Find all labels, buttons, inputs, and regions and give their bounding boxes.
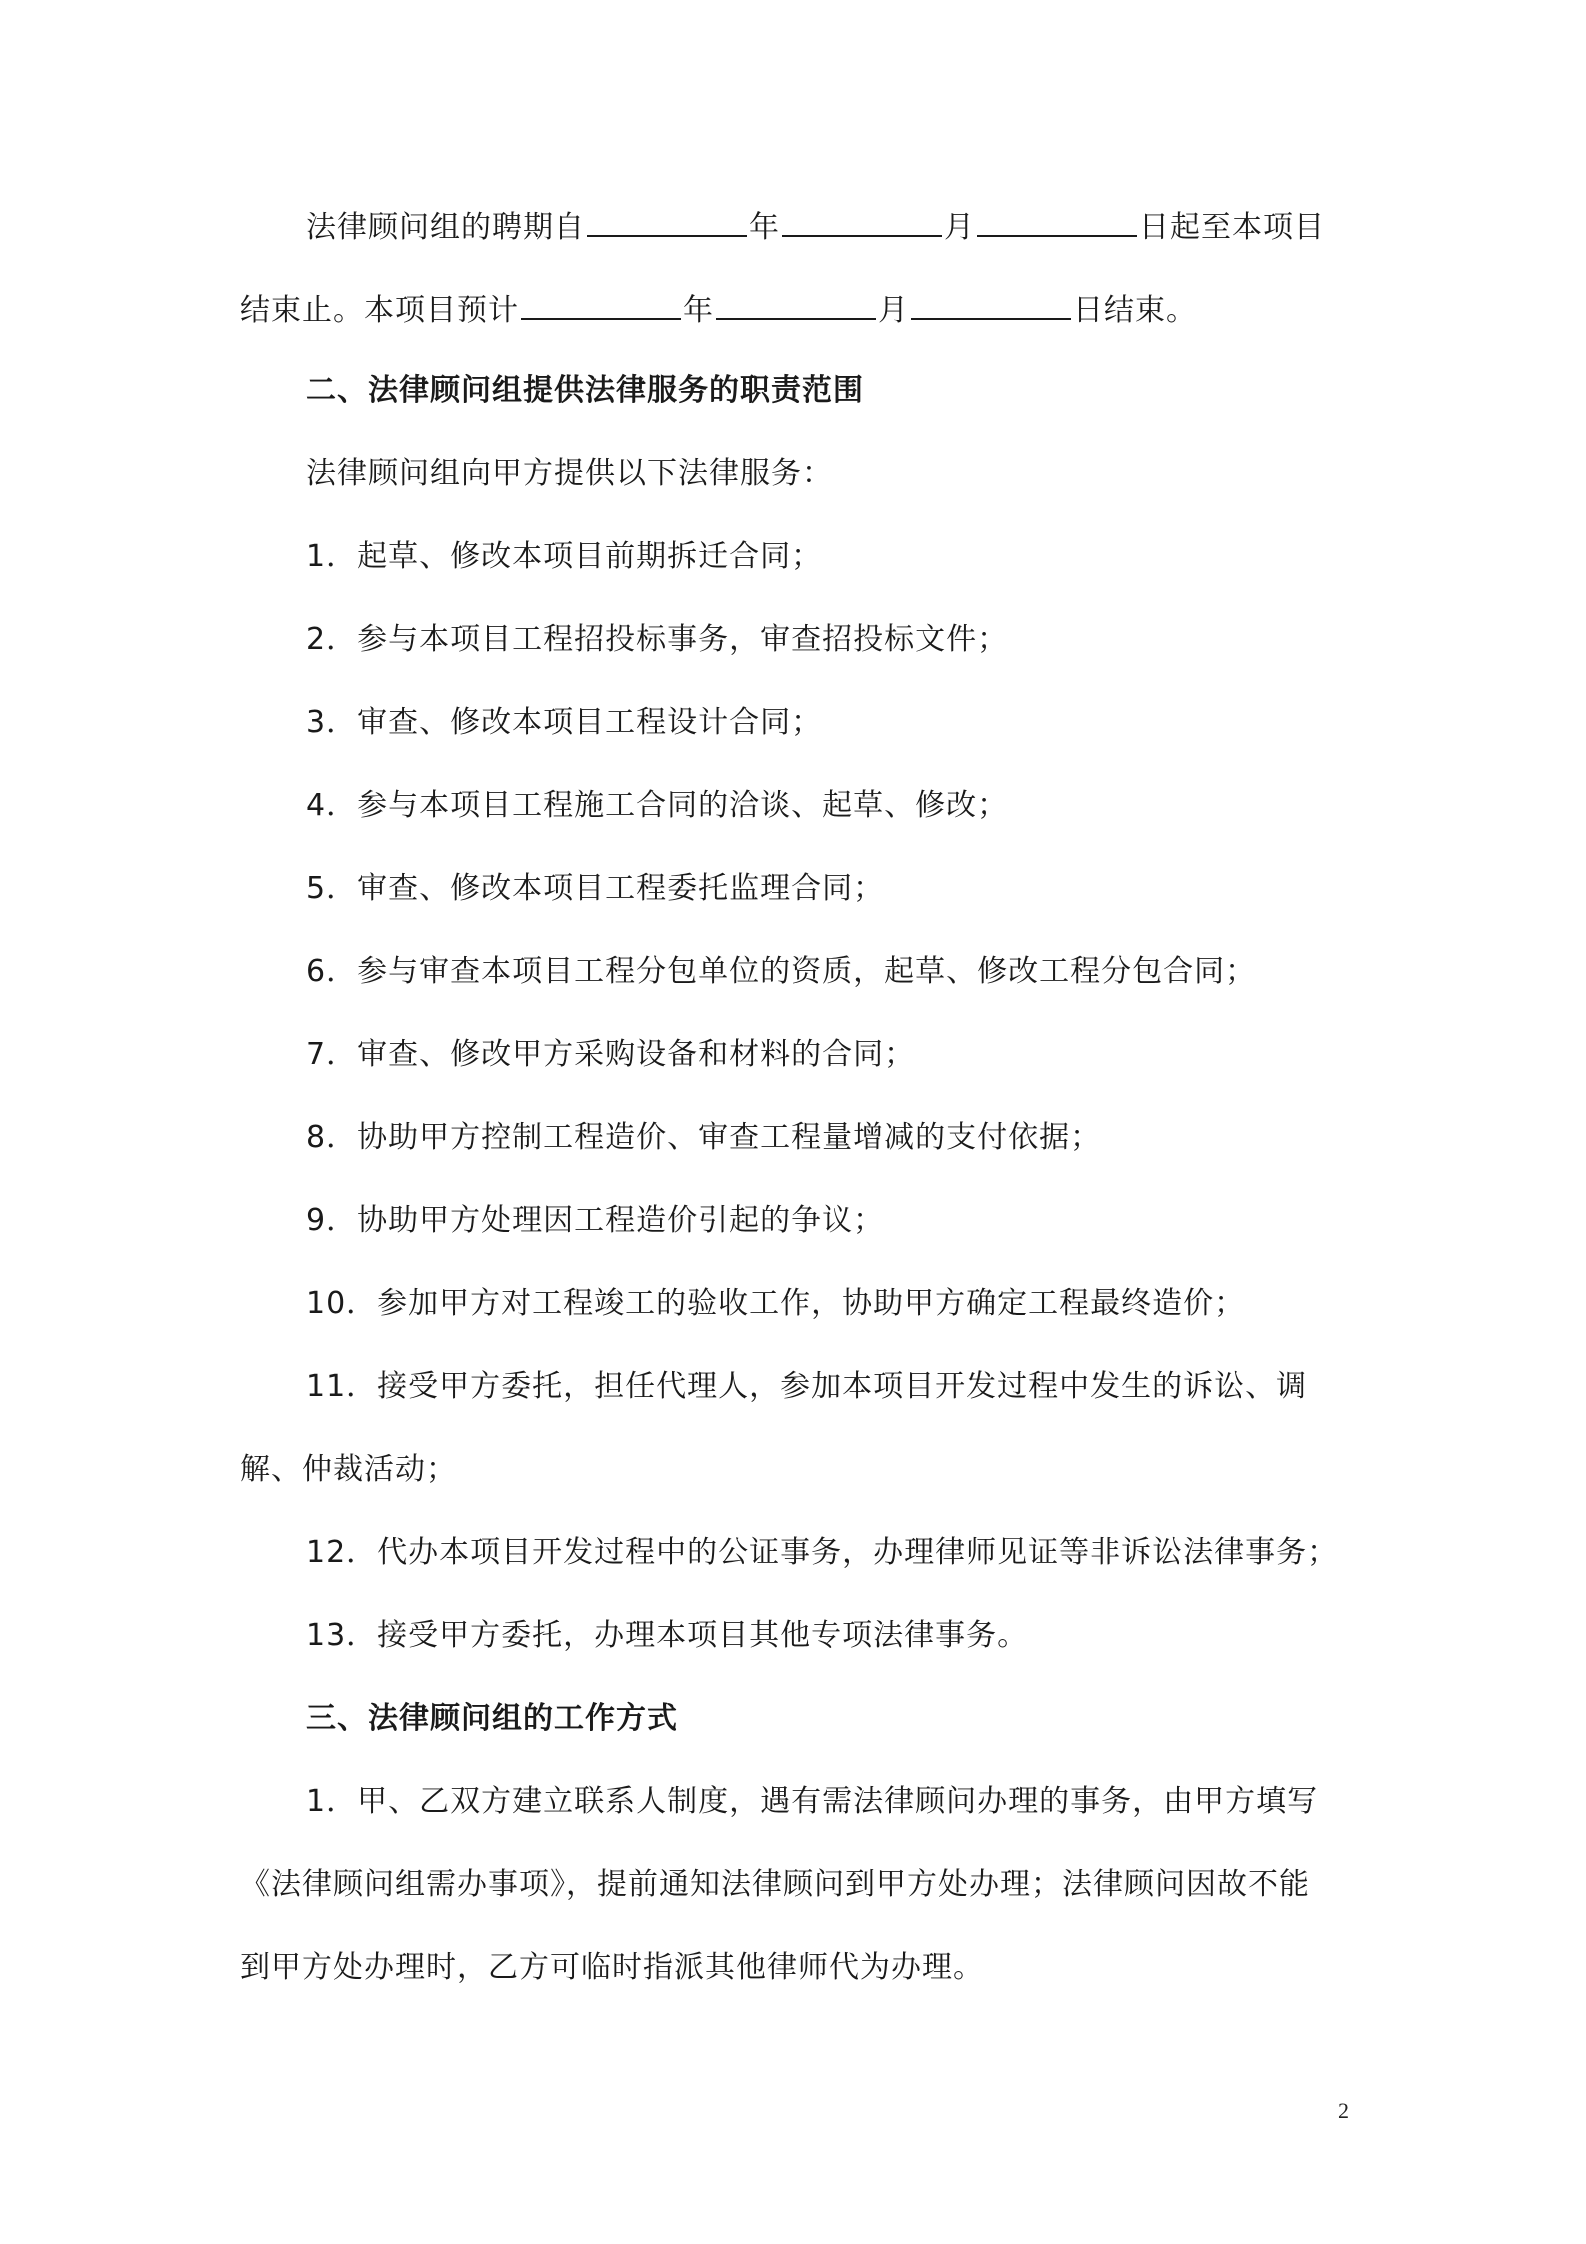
year-text-1: 年	[749, 210, 780, 245]
month-text-2: 月	[878, 293, 909, 328]
service-item-1: 1．起草、修改本项目前期拆迁合同；	[306, 539, 823, 574]
year-blank-2	[521, 288, 681, 320]
service-item-10: 10．参加甲方对工程竣工的验收工作，协助甲方确定工程最终造价；	[306, 1286, 1246, 1321]
day-blank-2	[911, 288, 1071, 320]
term-paragraph-line-2	[240, 288, 1358, 328]
service-item-4: 4．参与本项目工程施工合同的洽谈、起草、修改；	[306, 788, 1009, 823]
document-body	[240, 205, 1358, 2031]
year-blank-1	[587, 205, 747, 237]
end-intro-text: 结束止。本项目预计	[240, 293, 519, 328]
service-item-13: 13．接受甲方委托，办理本项目其他专项法律事务。	[306, 1618, 1029, 1653]
service-item-6: 6．参与审查本项目工程分包单位的资质，起草、修改工程分包合同；	[306, 954, 1257, 989]
service-item-5: 5．审查、修改本项目工程委托监理合同；	[306, 871, 885, 906]
services-intro: 法律顾问组向甲方提供以下法律服务：	[306, 456, 833, 491]
section-3-heading: 三、法律顾问组的工作方式	[306, 1701, 678, 1736]
service-item-12: 12．代办本项目开发过程中的公证事务，办理律师见证等非诉讼法律事务；	[306, 1535, 1339, 1570]
service-item-2: 2．参与本项目工程招投标事务，审查招投标文件；	[306, 622, 1009, 657]
term-paragraph-line-1	[240, 205, 1358, 245]
day-text-2: 日结束。	[1073, 293, 1197, 328]
service-item-8: 8．协助甲方控制工程造价、审查工程量增减的支付依据；	[306, 1120, 1102, 1155]
method-1-line-3: 到甲方处办理时，乙方可临时指派其他律师代为办理。	[240, 1950, 984, 1985]
month-text-1: 月	[944, 210, 975, 245]
service-item-7: 7．审查、修改甲方采购设备和材料的合同；	[306, 1037, 916, 1072]
service-item-11-line-2: 解、仲裁活动；	[240, 1452, 457, 1487]
page-number: 2	[1338, 2098, 1349, 2123]
method-1-line-2: 《法律顾问组需办事项》，提前通知法律顾问到甲方处办理；法律顾问因故不能	[240, 1867, 1310, 1902]
section-2-heading: 二、法律顾问组提供法律服务的职责范围	[306, 373, 864, 408]
service-item-11-line-1: 11．接受甲方委托，担任代理人，参加本项目开发过程中发生的诉讼、调	[306, 1369, 1308, 1404]
service-item-9: 9．协助甲方处理因工程造价引起的争议；	[306, 1203, 885, 1238]
day-text-1: 日起至本项目	[1139, 210, 1325, 245]
day-blank-1	[977, 205, 1137, 237]
term-intro-text: 法律顾问组的聘期自	[306, 210, 585, 245]
month-blank-2	[716, 288, 876, 320]
month-blank-1	[782, 205, 942, 237]
year-text-2: 年	[683, 293, 714, 328]
service-item-3: 3．审查、修改本项目工程设计合同；	[306, 705, 823, 740]
method-1-line-1: 1．甲、乙双方建立联系人制度，遇有需法律顾问办理的事务，由甲方填写	[306, 1784, 1319, 1819]
